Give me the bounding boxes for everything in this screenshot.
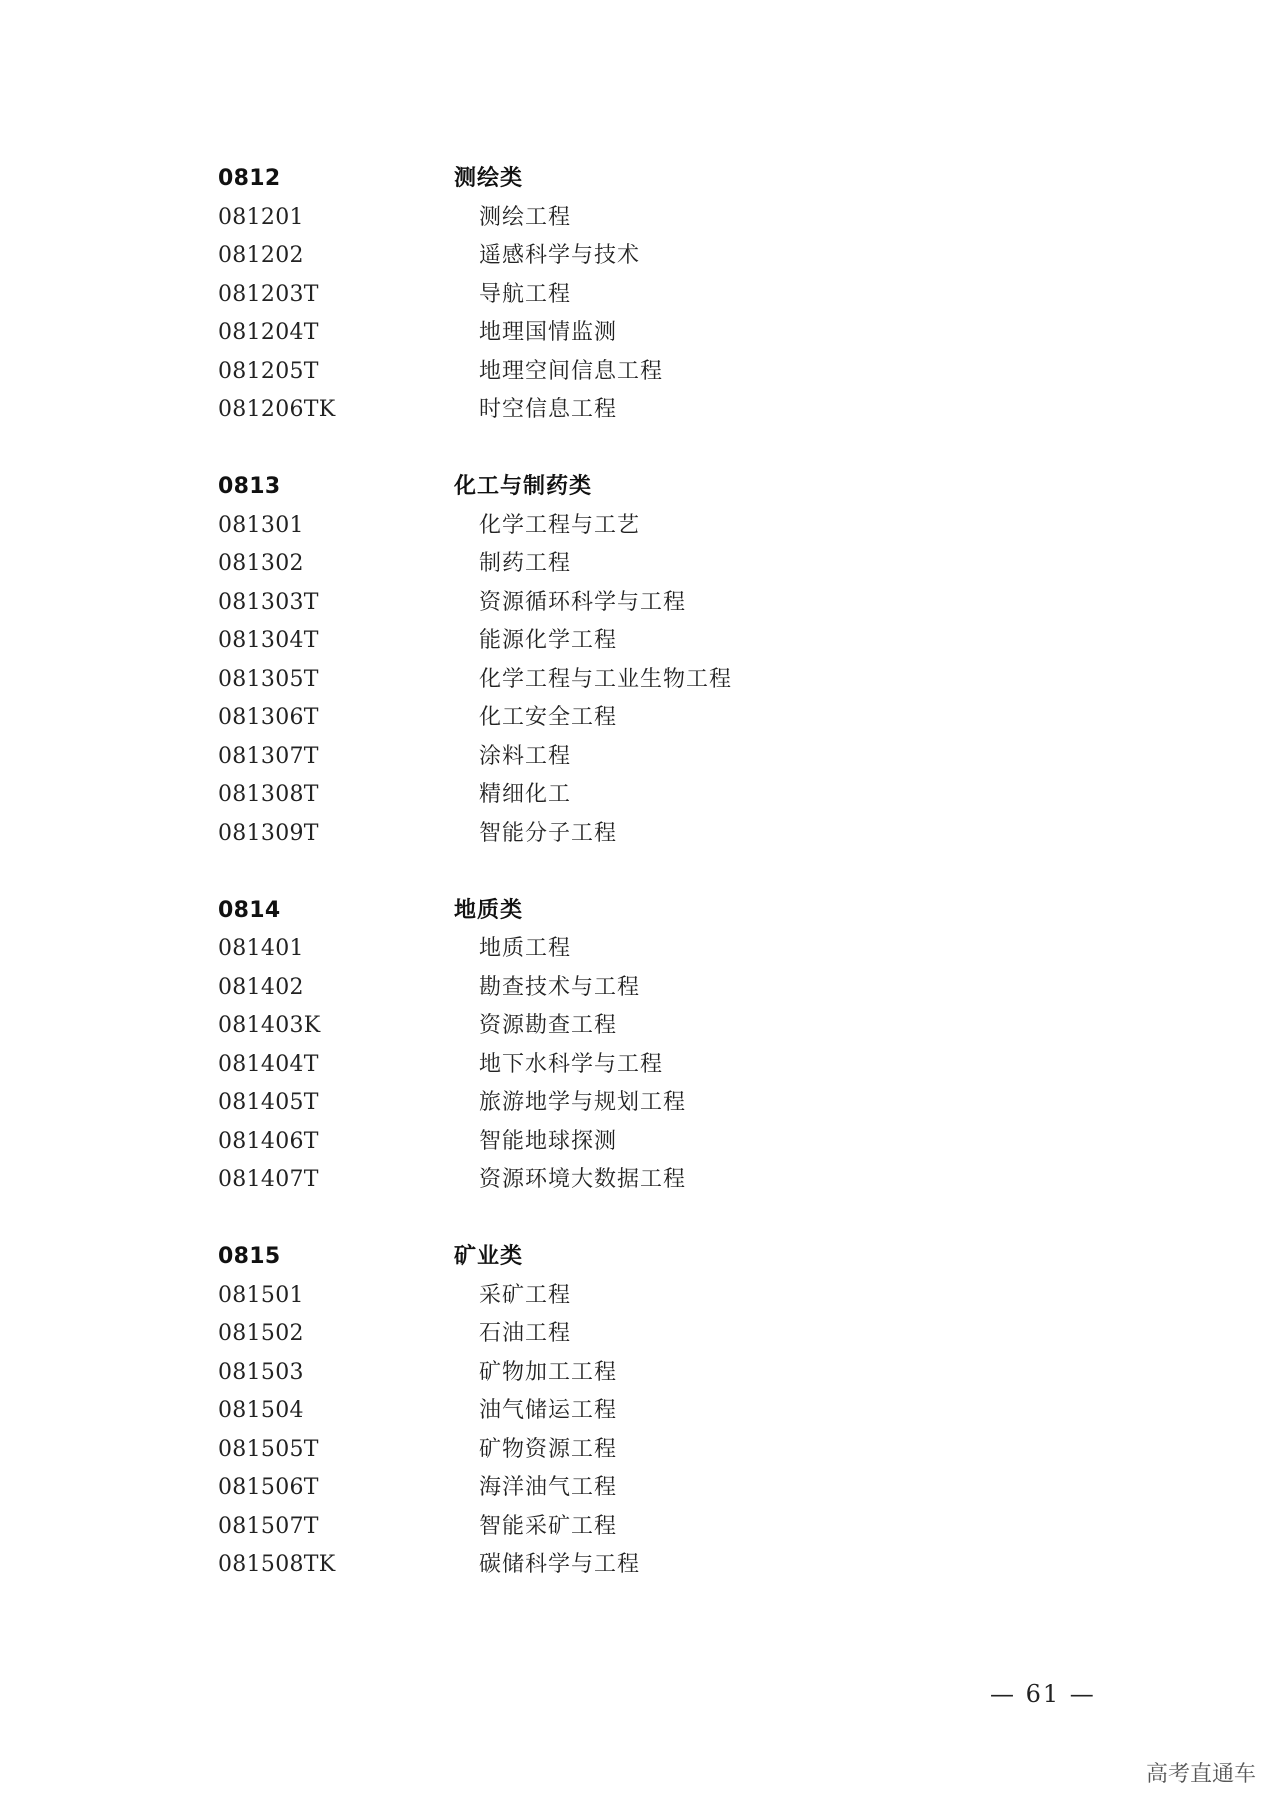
major-row	[218, 1508, 1038, 1547]
major-name: 能源化学工程	[479, 628, 618, 653]
major-name: 采矿工程	[479, 1282, 572, 1308]
major-code: 081403K	[218, 1013, 321, 1038]
major-row	[218, 1354, 1038, 1393]
major-code: 081304T	[218, 628, 319, 653]
major-row	[218, 507, 1038, 546]
major-name: 精细化工	[479, 782, 572, 807]
major-row	[218, 776, 1038, 815]
major-row	[218, 1431, 1038, 1470]
major-code: 081404T	[218, 1051, 319, 1077]
major-name: 资源环境大数据工程	[479, 1167, 687, 1192]
major-name: 地理国情监测	[479, 320, 618, 345]
major-code: 081505T	[218, 1436, 319, 1462]
major-name: 智能地球探测	[479, 1128, 618, 1154]
major-code: 081203T	[218, 281, 319, 307]
major-name: 制药工程	[479, 551, 572, 576]
major-name: 资源循环科学与工程	[479, 589, 687, 615]
major-row	[218, 391, 1038, 430]
major-code: 081301	[218, 512, 304, 538]
major-name: 勘查技术与工程	[479, 974, 641, 1000]
major-catalog	[218, 160, 1038, 1623]
group-header	[218, 1238, 1038, 1277]
major-code: 081502	[218, 1321, 304, 1346]
major-group-0815	[218, 1238, 1038, 1585]
major-name: 遥感科学与技术	[479, 243, 641, 268]
major-code: 081201	[218, 204, 304, 230]
major-name: 旅游地学与规划工程	[479, 1090, 687, 1115]
major-name: 测绘工程	[479, 204, 572, 230]
major-name: 地质工程	[479, 936, 572, 961]
major-code: 081507T	[218, 1513, 319, 1539]
major-code: 081407T	[218, 1167, 319, 1192]
group-name: 地质类	[454, 897, 524, 923]
major-name: 时空信息工程	[479, 397, 618, 422]
major-code: 081402	[218, 974, 304, 1000]
major-name: 地理空间信息工程	[479, 358, 664, 384]
major-name: 油气储运工程	[479, 1398, 618, 1423]
major-code: 081506T	[218, 1475, 319, 1500]
group-code: 0814	[218, 897, 281, 923]
major-name: 海洋油气工程	[479, 1475, 618, 1500]
major-code: 081401	[218, 936, 304, 961]
page-number: — 61 —	[990, 1680, 1096, 1708]
group-header	[218, 468, 1038, 507]
group-code: 0815	[218, 1244, 281, 1269]
major-row	[218, 699, 1038, 738]
major-name: 矿物资源工程	[479, 1436, 618, 1462]
major-code: 081206TK	[218, 397, 336, 422]
major-name: 矿物加工工程	[479, 1359, 618, 1385]
major-name: 化工安全工程	[479, 705, 618, 730]
major-name: 化学工程与工艺	[479, 512, 641, 538]
major-code: 081204T	[218, 320, 319, 345]
major-code: 081501	[218, 1282, 304, 1308]
major-row	[218, 738, 1038, 777]
major-row	[218, 1315, 1038, 1354]
major-row	[218, 276, 1038, 315]
group-name: 化工与制药类	[454, 474, 593, 499]
group-code: 0813	[218, 474, 281, 499]
major-name: 石油工程	[479, 1321, 572, 1346]
major-code: 081405T	[218, 1090, 319, 1115]
major-group-0813	[218, 468, 1038, 853]
major-group-0814	[218, 892, 1038, 1200]
major-code: 081503	[218, 1359, 304, 1385]
major-row	[218, 1392, 1038, 1431]
major-code: 081504	[218, 1398, 304, 1423]
major-code: 081508TK	[218, 1552, 336, 1577]
major-name: 碳储科学与工程	[479, 1552, 641, 1577]
major-row	[218, 622, 1038, 661]
watermark: 高考直通车	[1145, 1762, 1256, 1787]
major-code: 081308T	[218, 782, 319, 807]
major-row	[218, 815, 1038, 854]
major-code: 081302	[218, 551, 304, 576]
group-name: 测绘类	[454, 166, 524, 191]
major-code: 081309T	[218, 820, 319, 846]
group-code: 0812	[218, 166, 281, 191]
major-name: 地下水科学与工程	[479, 1051, 664, 1077]
group-name: 矿业类	[454, 1244, 524, 1269]
major-row	[218, 1277, 1038, 1316]
major-row	[218, 1084, 1038, 1123]
major-row	[218, 969, 1038, 1008]
major-name: 资源勘查工程	[479, 1013, 618, 1038]
major-code: 081205T	[218, 358, 319, 384]
major-row	[218, 545, 1038, 584]
major-row	[218, 930, 1038, 969]
major-row	[218, 314, 1038, 353]
group-header	[218, 160, 1038, 199]
major-name: 化学工程与工业生物工程	[479, 666, 733, 692]
major-row	[218, 1546, 1038, 1585]
major-row	[218, 584, 1038, 623]
major-group-0812	[218, 160, 1038, 430]
major-row	[218, 1046, 1038, 1085]
major-code: 081202	[218, 243, 304, 268]
major-row	[218, 353, 1038, 392]
major-name: 导航工程	[479, 281, 572, 307]
major-row	[218, 661, 1038, 700]
group-header	[218, 892, 1038, 931]
major-row	[218, 1007, 1038, 1046]
major-row	[218, 1469, 1038, 1508]
major-code: 081306T	[218, 705, 319, 730]
major-row	[218, 237, 1038, 276]
major-code: 081305T	[218, 666, 319, 692]
major-row	[218, 199, 1038, 238]
major-name: 智能采矿工程	[479, 1513, 618, 1539]
major-code: 081303T	[218, 589, 319, 615]
major-code: 081406T	[218, 1128, 319, 1154]
major-code: 081307T	[218, 743, 319, 769]
major-name: 涂料工程	[479, 743, 572, 769]
major-row	[218, 1123, 1038, 1162]
major-row	[218, 1161, 1038, 1200]
major-name: 智能分子工程	[479, 820, 618, 846]
